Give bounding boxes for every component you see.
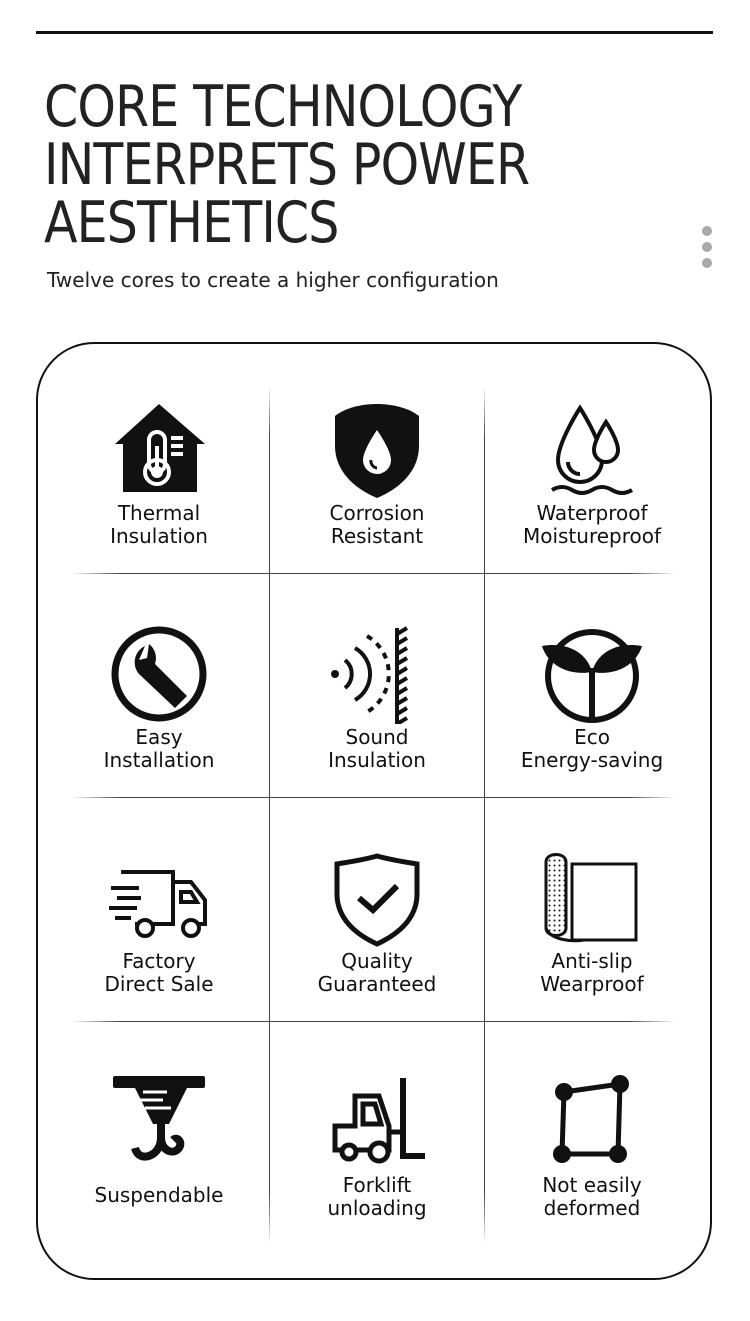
corrosion-resistant-icon	[327, 400, 427, 500]
feature-corrosion-resistant	[270, 376, 484, 600]
feature-not-easily-deformed	[485, 1048, 699, 1272]
feature-label: Suspendable	[94, 1183, 224, 1207]
page-title	[44, 74, 530, 256]
feature-label: Thermal Insulation	[110, 501, 208, 548]
title-line: AESTHETICS	[44, 190, 339, 256]
square-frame-icon	[542, 1072, 642, 1172]
title-line: CORE TECHNOLOGY	[44, 74, 522, 140]
more-options-icon[interactable]	[700, 226, 714, 272]
feature-label: Forklift unloading	[327, 1173, 427, 1220]
feature-quality-guaranteed	[270, 824, 484, 1048]
feature-label: Easy Installation	[103, 725, 215, 772]
feature-sound-insulation	[270, 600, 484, 824]
subtitle: Twelve cores to create a higher configuration	[47, 268, 499, 292]
feature-label: Waterproof Moistureproof	[522, 501, 662, 548]
feature-label: Not easily deformed	[542, 1173, 642, 1220]
feature-suspendable	[52, 1048, 266, 1272]
feature-label: Factory Direct Sale	[104, 949, 214, 996]
top-divider	[36, 31, 713, 34]
features-card	[36, 342, 712, 1280]
forklift-icon	[327, 1072, 427, 1172]
feature-eco-energy-saving	[485, 600, 699, 824]
feature-thermal-insulation	[52, 376, 266, 600]
feature-label: Quality Guaranteed	[317, 949, 437, 996]
sound-insulation-icon	[327, 624, 427, 724]
eco-leaf-icon	[542, 624, 642, 724]
shield-check-icon	[327, 848, 427, 948]
feature-label: Sound Insulation	[328, 725, 426, 772]
waterproof-icon	[542, 400, 642, 500]
feature-waterproof	[485, 376, 699, 600]
feature-anti-slip-wearproof	[485, 824, 699, 1048]
feature-label: Eco Energy-saving	[520, 725, 664, 772]
feature-label: Corrosion Resistant	[329, 501, 425, 548]
feature-forklift-unloading	[270, 1048, 484, 1272]
title-line: INTERPRETS POWER	[44, 132, 530, 198]
rolled-mat-icon	[542, 848, 642, 948]
delivery-truck-icon	[109, 848, 209, 948]
feature-easy-installation	[52, 600, 266, 824]
feature-label: Anti-slip Wearproof	[540, 949, 644, 996]
crane-hook-icon	[109, 1072, 209, 1172]
thermal-insulation-icon	[109, 400, 209, 500]
feature-factory-direct-sale	[52, 824, 266, 1048]
wrench-icon	[109, 624, 209, 724]
